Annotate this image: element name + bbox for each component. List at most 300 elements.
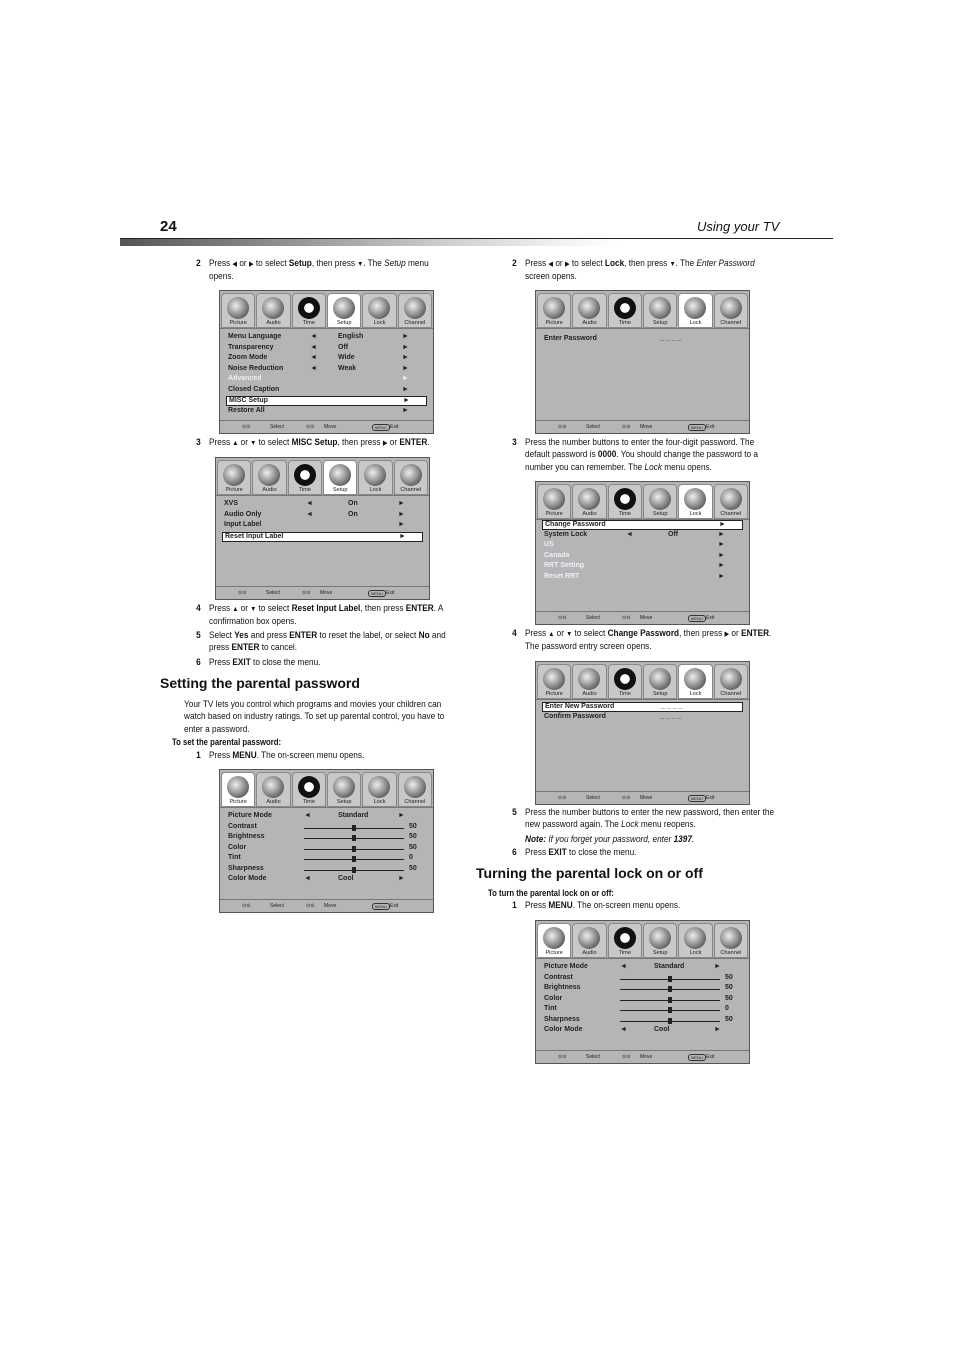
audio-icon [262, 776, 284, 798]
osd-tab-lock[interactable] [678, 484, 712, 519]
move-hint: Move [640, 795, 653, 801]
osd-row-value: Off [338, 343, 349, 351]
osd-tab-label: Time [302, 799, 315, 805]
osd-tab-label: Lock [689, 320, 702, 326]
select-hint: Select [266, 590, 280, 596]
up-arrow-icon: ▲ [548, 631, 555, 638]
picture-icon [227, 297, 249, 319]
osd-tab-label: Setup [332, 487, 348, 493]
move-buttons-icon: ⊙⊙ [622, 795, 631, 801]
osd-row-value: English [338, 333, 364, 340]
menu-hint: MENU [688, 1054, 706, 1061]
setup-icon [649, 488, 671, 510]
osd-tab-label: Time [618, 950, 631, 956]
osd-row-sharpness[interactable] [542, 1016, 743, 1026]
osd-row-value: 0 [409, 854, 413, 861]
osd-tab-lock[interactable] [678, 664, 712, 699]
osd-row-label: Tint [228, 854, 241, 861]
lock-icon [684, 668, 706, 690]
right-arrow-icon: ► [402, 354, 409, 361]
osd-row-tint[interactable] [226, 854, 427, 864]
osd-footer [220, 899, 433, 912]
osd-tab-time[interactable] [292, 293, 326, 328]
move-hint: Move [324, 903, 337, 909]
osd-row-value: Off [668, 530, 679, 538]
osd-row-label: Confirm Password [544, 712, 606, 720]
osd-tab-label: Audio [582, 691, 597, 697]
osd-tab-label: Channel [720, 320, 742, 326]
select-buttons-icon: ⊙⊙ [558, 424, 567, 430]
osd-tab-setup[interactable] [643, 923, 677, 958]
menu-hint: MENU [368, 590, 386, 597]
osd-tab-channel[interactable] [394, 460, 428, 495]
right-arrow-icon: ► [398, 510, 405, 518]
clock-icon [294, 464, 316, 486]
parental-intro: Your TV lets you control which programs and movies your children can watch based on industry ratings. To set up parental control, you have to enter a password. [184, 699, 445, 735]
clock-icon [614, 297, 636, 319]
osd-tab-bar [536, 662, 749, 700]
audio-icon [578, 297, 600, 319]
osd-tab-label: Picture [545, 950, 563, 956]
osd-tab-label: Picture [229, 799, 247, 805]
osd-row-label: Zoom Mode [228, 354, 268, 361]
osd-tab-channel[interactable] [714, 923, 748, 958]
osd-tab-label: Channel [404, 799, 426, 805]
osd-slider-knob [668, 1018, 672, 1024]
osd-slider [304, 870, 404, 871]
right-arrow-icon: ▶ [382, 440, 388, 447]
move-buttons-icon: ⊙⊙ [622, 1054, 631, 1060]
osd-row-label: Color Mode [228, 875, 267, 882]
running-head: Using your TV [697, 219, 780, 234]
osd-tab-audio[interactable] [572, 293, 606, 328]
osd-lock-menu [535, 481, 750, 625]
osd-tab-picture[interactable] [537, 664, 571, 699]
osd-row-label: Brightness [544, 984, 581, 991]
osd-row-color-mode[interactable] [542, 1026, 743, 1036]
osd-row-label: Contrast [544, 973, 573, 981]
osd-tab-picture[interactable] [537, 293, 571, 328]
move-hint: Move [640, 615, 653, 621]
osd-row-value: 50 [725, 1015, 733, 1023]
osd-tab-label: Lock [689, 691, 702, 697]
osd-row-closed-caption[interactable] [226, 386, 427, 396]
select-hint: Select [586, 615, 600, 621]
osd-tab-picture[interactable] [221, 772, 255, 807]
osd-slider [620, 1021, 720, 1022]
step-5-new-password: 5 Press the number buttons to enter the new password, then enter the new password again. The Lock menu reopens. [512, 807, 775, 831]
osd-tab-label: Time [618, 511, 631, 517]
channel-icon [720, 668, 742, 690]
osd-row-label: Color Mode [544, 1026, 583, 1033]
osd-tab-label: Lock [689, 511, 702, 517]
osd-row-label: Reset RRT [544, 572, 580, 580]
osd-row-color[interactable] [226, 844, 427, 854]
osd-row-label: Brightness [228, 833, 265, 840]
osd-row-reset-input-label[interactable] [222, 532, 423, 542]
osd-footer [216, 586, 429, 599]
osd-row-zoom-mode[interactable] [226, 354, 427, 364]
setup-icon [649, 927, 671, 949]
osd-tab-channel[interactable] [714, 293, 748, 328]
osd-tab-time[interactable] [608, 484, 642, 519]
right-arrow-icon: ► [402, 364, 409, 372]
audio-icon [578, 927, 600, 949]
menu-hint: MENU [688, 795, 706, 802]
right-arrow-icon: ► [718, 572, 725, 580]
osd-tab-label: Setup [336, 320, 352, 326]
osd-row-value: _ _ _ _ [660, 335, 682, 342]
exit-hint: Exit [706, 424, 715, 430]
select-hint: Select [586, 1054, 600, 1060]
select-buttons-icon: ⊙⊙ [242, 424, 251, 430]
osd-tab-audio[interactable] [572, 664, 606, 699]
clock-icon [614, 927, 636, 949]
osd-slider-knob [352, 867, 356, 873]
left-arrow-icon: ◄ [620, 1026, 627, 1033]
audio-icon [578, 668, 600, 690]
subheading-set-password: To set the parental password: [172, 737, 282, 747]
osd-tab-label: Lock [369, 487, 382, 493]
right-arrow-icon: ► [402, 333, 409, 340]
select-buttons-icon: ⊙⊙ [558, 615, 567, 621]
step-4-reset: 4 Press ▲ or ▼ to select Reset Input Label, then press ENTER. A confirmation box opens. [196, 603, 443, 628]
osd-tab-time[interactable] [608, 293, 642, 328]
osd-tab-label: Time [618, 320, 631, 326]
osd-row-value: Wide [338, 354, 355, 361]
osd-row-label: Sharpness [228, 864, 264, 872]
osd-tab-channel[interactable] [714, 664, 748, 699]
osd-row-label: Reset Input Label [225, 532, 284, 540]
osd-tab-channel[interactable] [398, 293, 432, 328]
osd-slider-knob [352, 835, 356, 841]
osd-row-picture-mode[interactable] [542, 963, 743, 973]
down-arrow-icon: ▼ [669, 261, 676, 268]
right-arrow-icon: ► [398, 521, 405, 528]
osd-slider [304, 859, 404, 860]
move-buttons-icon: ⊙⊙ [306, 424, 315, 430]
osd-tab-label: Audio [266, 799, 281, 805]
osd-tab-audio[interactable] [572, 484, 606, 519]
clock-icon [298, 776, 320, 798]
heading-parental-lock: Turning the parental lock on or off [476, 865, 703, 881]
select-hint: Select [586, 795, 600, 801]
audio-icon [262, 297, 284, 319]
osd-row-value: On [348, 510, 358, 518]
osd-tab-setup[interactable] [327, 772, 361, 807]
select-hint: Select [270, 424, 284, 430]
osd-tab-channel[interactable] [398, 772, 432, 807]
osd-row-value: Cool [654, 1026, 670, 1033]
osd-slider-knob [668, 976, 672, 982]
select-buttons-icon: ⊙⊙ [242, 903, 251, 909]
osd-tab-lock[interactable] [362, 293, 396, 328]
osd-slider-knob [352, 846, 356, 852]
osd-row-contrast[interactable] [226, 823, 427, 833]
select-hint: Select [270, 903, 284, 909]
osd-footer [536, 611, 749, 624]
right-arrow-icon: ► [402, 343, 409, 351]
osd-tab-bar [536, 291, 749, 329]
step-4-change-password: 4 Press ▲ or ▼ to select Change Password, then press ▶ or ENTER. The password entry screen opens. [512, 628, 772, 653]
osd-row-label: XVS [224, 500, 239, 507]
clock-icon [614, 668, 636, 690]
setup-icon [333, 776, 355, 798]
osd-footer [536, 420, 749, 433]
osd-tab-time[interactable] [608, 664, 642, 699]
left-arrow-icon: ◄ [304, 812, 311, 819]
left-arrow-icon: ◄ [626, 530, 633, 538]
osd-row-misc-setup[interactable] [226, 396, 427, 406]
osd-misc-menu [215, 457, 430, 600]
osd-tab-lock[interactable] [678, 293, 712, 328]
right-arrow-icon: ► [403, 397, 410, 404]
osd-row-value: Weak [338, 364, 357, 372]
osd-tab-label: Channel [404, 320, 426, 326]
osd-tab-label: Audio [266, 320, 281, 326]
lock-icon [684, 927, 706, 949]
picture-icon [223, 464, 245, 486]
osd-tab-label: Channel [720, 950, 742, 956]
osd-tab-lock[interactable] [678, 923, 712, 958]
setup-icon [333, 297, 355, 319]
left-arrow-icon: ◀ [232, 261, 238, 268]
exit-hint: Exit [390, 424, 399, 430]
osd-row-label: Advanced [228, 375, 262, 382]
down-arrow-icon: ▼ [250, 606, 257, 613]
osd-tab-label: Setup [652, 950, 668, 956]
setup-icon [649, 297, 671, 319]
right-arrow-icon: ► [719, 521, 726, 528]
select-buttons-icon: ⊙⊙ [238, 590, 247, 596]
osd-tab-time[interactable] [608, 923, 642, 958]
move-buttons-icon: ⊙⊙ [302, 590, 311, 596]
osd-slider-knob [352, 856, 356, 862]
osd-row-value: 50 [409, 833, 417, 840]
osd-row-change-password[interactable] [542, 520, 743, 530]
osd-tab-label: Setup [336, 799, 352, 805]
clock-icon [614, 488, 636, 510]
osd-slider [620, 1010, 720, 1011]
osd-slider [620, 1000, 720, 1001]
right-arrow-icon: ► [718, 551, 725, 559]
osd-tab-label: Picture [545, 691, 563, 697]
lock-icon [368, 297, 390, 319]
osd-row-label: Contrast [228, 822, 257, 830]
step-1-menu-right: 1 Press MENU. The on-screen menu opens. [512, 900, 681, 911]
osd-row-label: Tint [544, 1005, 557, 1012]
osd-tab-label: Setup [652, 320, 668, 326]
move-hint: Move [640, 424, 653, 430]
osd-slider [620, 989, 720, 990]
osd-tab-picture[interactable] [537, 923, 571, 958]
move-hint: Move [320, 590, 333, 596]
osd-row-sharpness[interactable] [226, 865, 427, 875]
menu-hint: MENU [372, 424, 390, 431]
left-arrow-icon: ◄ [310, 354, 317, 361]
osd-row-label: Color [228, 843, 247, 851]
picture-icon [543, 297, 565, 319]
osd-tab-picture[interactable] [217, 460, 251, 495]
picture-icon [543, 668, 565, 690]
osd-row-us[interactable] [542, 541, 743, 551]
right-arrow-icon: ► [399, 532, 406, 540]
osd-tab-label: Audio [262, 487, 277, 493]
osd-tab-setup[interactable] [643, 664, 677, 699]
up-arrow-icon: ▲ [232, 440, 239, 447]
step-6-exit: 6 Press EXIT to close the menu. [196, 657, 321, 668]
osd-row-brightness[interactable] [542, 984, 743, 994]
osd-tab-label: Time [618, 691, 631, 697]
osd-tab-lock[interactable] [362, 772, 396, 807]
osd-row-tint[interactable] [542, 1005, 743, 1015]
osd-tab-picture[interactable] [537, 484, 571, 519]
osd-row-value: 50 [725, 973, 733, 981]
osd-tab-audio[interactable] [572, 923, 606, 958]
down-arrow-icon: ▼ [357, 261, 364, 268]
osd-tab-time[interactable] [288, 460, 322, 495]
channel-icon [720, 488, 742, 510]
osd-row-value: 50 [409, 843, 417, 851]
osd-row-value: 50 [409, 864, 417, 872]
osd-tab-audio[interactable] [256, 293, 290, 328]
osd-row-transparency[interactable] [226, 344, 427, 354]
osd-row-confirm-password[interactable] [542, 713, 743, 723]
osd-slider [304, 828, 404, 829]
osd-row-label: Sharpness [544, 1015, 580, 1023]
osd-row-canada[interactable] [542, 552, 743, 562]
menu-hint: MENU [372, 903, 390, 910]
osd-tab-label: Lock [373, 320, 386, 326]
lock-icon [364, 464, 386, 486]
osd-row-menu-language[interactable] [226, 333, 427, 343]
right-arrow-icon: ▶ [564, 261, 570, 268]
right-arrow-icon: ► [714, 1026, 721, 1033]
step-3-password: 3 Press the number buttons to enter the four-digit password. The default password is 0000. You should change the password to a number you can remember. The Lock menu opens. [512, 437, 759, 473]
osd-tab-setup[interactable] [643, 293, 677, 328]
osd-tab-bar [216, 458, 429, 496]
osd-tab-label: Picture [545, 320, 563, 326]
osd-tab-time[interactable] [292, 772, 326, 807]
osd-row-label: System Lock [544, 530, 588, 538]
step-2-lock: 2 Press ◀ or ▶ to select Lock, then press ▼. The Enter Password screen opens. [512, 258, 755, 283]
select-hint: Select [586, 424, 600, 430]
right-arrow-icon: ► [402, 406, 409, 414]
osd-row-brightness[interactable] [226, 833, 427, 843]
select-buttons-icon: ⊙⊙ [558, 795, 567, 801]
osd-tab-label: Channel [400, 487, 422, 493]
picture-icon [543, 488, 565, 510]
osd-tab-audio[interactable] [252, 460, 286, 495]
left-arrow-icon: ◄ [310, 333, 317, 340]
osd-row-input-label[interactable] [222, 521, 423, 531]
osd-slider [304, 838, 404, 839]
osd-row-audio-only[interactable] [222, 511, 423, 521]
osd-tab-setup[interactable] [323, 460, 357, 495]
osd-row-restore-all[interactable] [226, 407, 427, 417]
osd-row-label: MISC Setup [229, 397, 268, 404]
step-6-exit-right: 6 Press EXIT to close the menu. [512, 847, 637, 858]
left-arrow-icon: ◄ [310, 364, 317, 372]
right-arrow-icon: ► [398, 500, 405, 507]
osd-row-contrast[interactable] [542, 974, 743, 984]
osd-tab-channel[interactable] [714, 484, 748, 519]
osd-row-label: Picture Mode [228, 812, 272, 819]
audio-icon [258, 464, 280, 486]
osd-tab-bar [536, 921, 749, 959]
osd-tab-label: Channel [720, 691, 742, 697]
osd-row-picture-mode[interactable] [226, 812, 427, 822]
osd-row-value: Standard [654, 963, 685, 970]
osd-row-value: 50 [409, 822, 417, 830]
step-3-misc: 3 Press ▲ or ▼ to select MISC Setup, then press ▶ or ENTER. [196, 437, 430, 448]
channel-icon [404, 776, 426, 798]
osd-row-value: Standard [338, 812, 369, 819]
osd-row-noise-reduction[interactable] [226, 365, 427, 375]
right-arrow-icon: ▶ [248, 261, 254, 268]
heading-setting-parental-password: Setting the parental password [160, 675, 360, 691]
osd-tab-bar [220, 291, 433, 329]
osd-footer [536, 1050, 749, 1063]
osd-row-rrt-setting[interactable] [542, 562, 743, 572]
osd-footer [220, 420, 433, 433]
osd-row-value: Cool [338, 875, 354, 882]
exit-hint: Exit [706, 1054, 715, 1060]
osd-tab-label: Lock [373, 799, 386, 805]
osd-tab-setup[interactable] [643, 484, 677, 519]
picture-icon [543, 927, 565, 949]
osd-tab-lock[interactable] [358, 460, 392, 495]
osd-tab-setup[interactable] [327, 293, 361, 328]
menu-hint: MENU [688, 615, 706, 622]
osd-row-value: 50 [725, 994, 733, 1002]
header-gradient-bar [120, 239, 833, 246]
osd-footer [536, 791, 749, 804]
lock-icon [684, 488, 706, 510]
osd-slider [620, 979, 720, 980]
osd-row-label: Closed Caption [228, 385, 280, 393]
left-arrow-icon: ◄ [306, 510, 313, 518]
exit-hint: Exit [706, 795, 715, 801]
osd-tab-picture[interactable] [221, 293, 255, 328]
down-arrow-icon: ▼ [566, 631, 573, 638]
osd-tab-label: Setup [652, 511, 668, 517]
osd-picture-menu [219, 769, 434, 913]
osd-enter-password [535, 290, 750, 434]
osd-row-advanced[interactable] [226, 375, 427, 385]
osd-tab-bar [536, 482, 749, 520]
clock-icon [298, 297, 320, 319]
osd-row-system-lock[interactable] [542, 531, 743, 541]
osd-tab-label: Audio [582, 320, 597, 326]
right-arrow-icon: ► [718, 530, 725, 538]
channel-icon [720, 927, 742, 949]
osd-tab-audio[interactable] [256, 772, 290, 807]
osd-slider-knob [668, 997, 672, 1003]
osd-tab-label: Channel [720, 511, 742, 517]
osd-row-label: Noise Reduction [228, 364, 284, 372]
osd-row-color-mode[interactable] [226, 875, 427, 885]
channel-icon [400, 464, 422, 486]
osd-row-enter-new-password[interactable] [542, 702, 743, 712]
osd-tab-label: Time [302, 320, 315, 326]
osd-slider [304, 849, 404, 850]
osd-row-reset-rrt[interactable] [542, 573, 743, 583]
right-arrow-icon: ► [402, 385, 409, 393]
osd-row-color[interactable] [542, 995, 743, 1005]
setup-icon [649, 668, 671, 690]
osd-row-xvs[interactable] [222, 500, 423, 510]
